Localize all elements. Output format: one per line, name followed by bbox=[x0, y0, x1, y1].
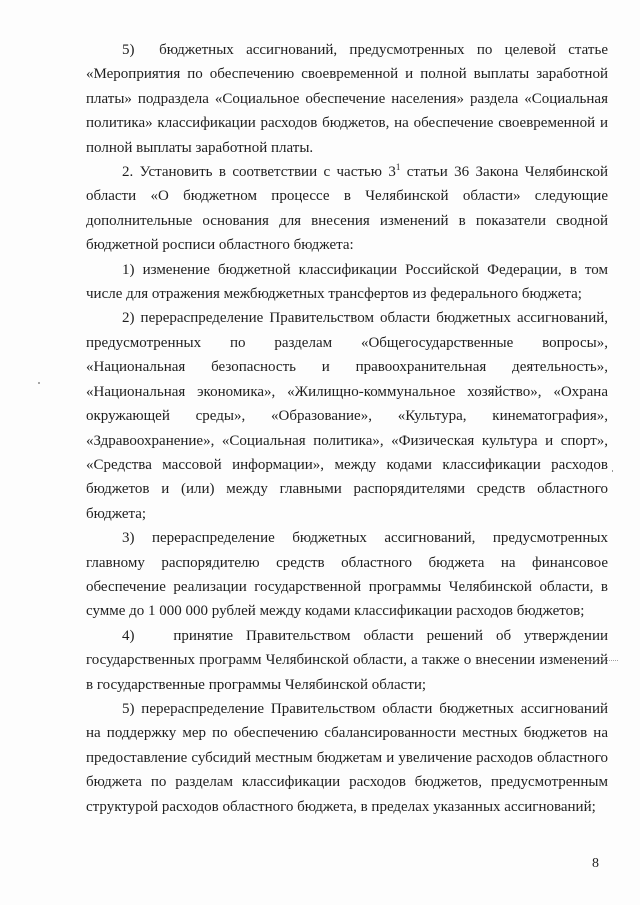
paragraph-basis-5: 5) перераспределение Правительством области бюджетных ассигнований на поддержку мер по обеспечению сбалансированности местных бюджетов на предоставление субсидий местным бюджетам и увеличение расходов областного бюджета по разделам классификации расходов бюджетов, предусмотренным структурой расходов областного бюджета, в пределах указанных ассигнований; bbox=[86, 700, 608, 815]
section-2-text-start: 2. Установить в соответствии с частью 3 bbox=[122, 164, 396, 181]
document-body bbox=[86, 38, 608, 819]
paragraph-basis-3: 3) перераспределение бюджетных ассигнований, предусмотренных главному распорядителю средств областного бюджета на финансовое обеспечение реализации государственной программы Челябинской области, в сумме до 1 000 000 рублей между кодами классификации расходов бюджетов; bbox=[86, 530, 608, 620]
paragraph-basis-4: 4) принятие Правительством области решений об утверждении государственных программ Челябинской области, а также о внесении изменений в государственные программы Челябинской области; bbox=[86, 627, 608, 693]
scan-speck-right bbox=[612, 470, 613, 472]
paragraph-basis-1: 1) изменение бюджетной классификации Российской Федерации, в том числе для отражения межбюджетных трансфертов из федерального бюджета; bbox=[86, 261, 608, 303]
page-number: 8 bbox=[592, 856, 599, 871]
paragraph-item-5-budget-allocations: 5) бюджетных ассигнований, предусмотренных по целевой статье «Мероприятия по обеспечению своевременной и полной выплаты заработной платы» подраздела «Социальное обеспечение населения» раздела «Социальная политика» классификации расходов бюджетов, на обеспечение своевременной и полной выплаты заработной платы. bbox=[86, 42, 608, 156]
section-2-superscript: 1 bbox=[395, 162, 401, 173]
paragraph-section-2 bbox=[86, 160, 608, 258]
scan-dots-right bbox=[560, 660, 618, 662]
section-2-text-end: статьи 36 Закона Челябинской области «О бюджетном процессе в Челябинской области» следующие дополнительные основания для внесения изменений в показатели сводной бюджетной росписи областного бюджета: bbox=[86, 164, 608, 254]
scan-speck-left bbox=[38, 382, 40, 384]
paragraph-basis-2: 2) перераспределение Правительством области бюджетных ассигнований, предусмотренных по разделам «Общегосударственные вопросы», «Национальная безопасность и правоохранительная деятельность», «Национальная экономика», «Жилищно-коммунальное хозяйство», «Охрана окружающей среды», «Образование», «Культура, кинематография», «Здравоохранение», «Социальная политика», «Физическая культура и спорт», «Средства массовой информации», между кодами классификации расходов бюджетов и (или) между главными распорядителями средств областного бюджета; bbox=[86, 310, 608, 522]
